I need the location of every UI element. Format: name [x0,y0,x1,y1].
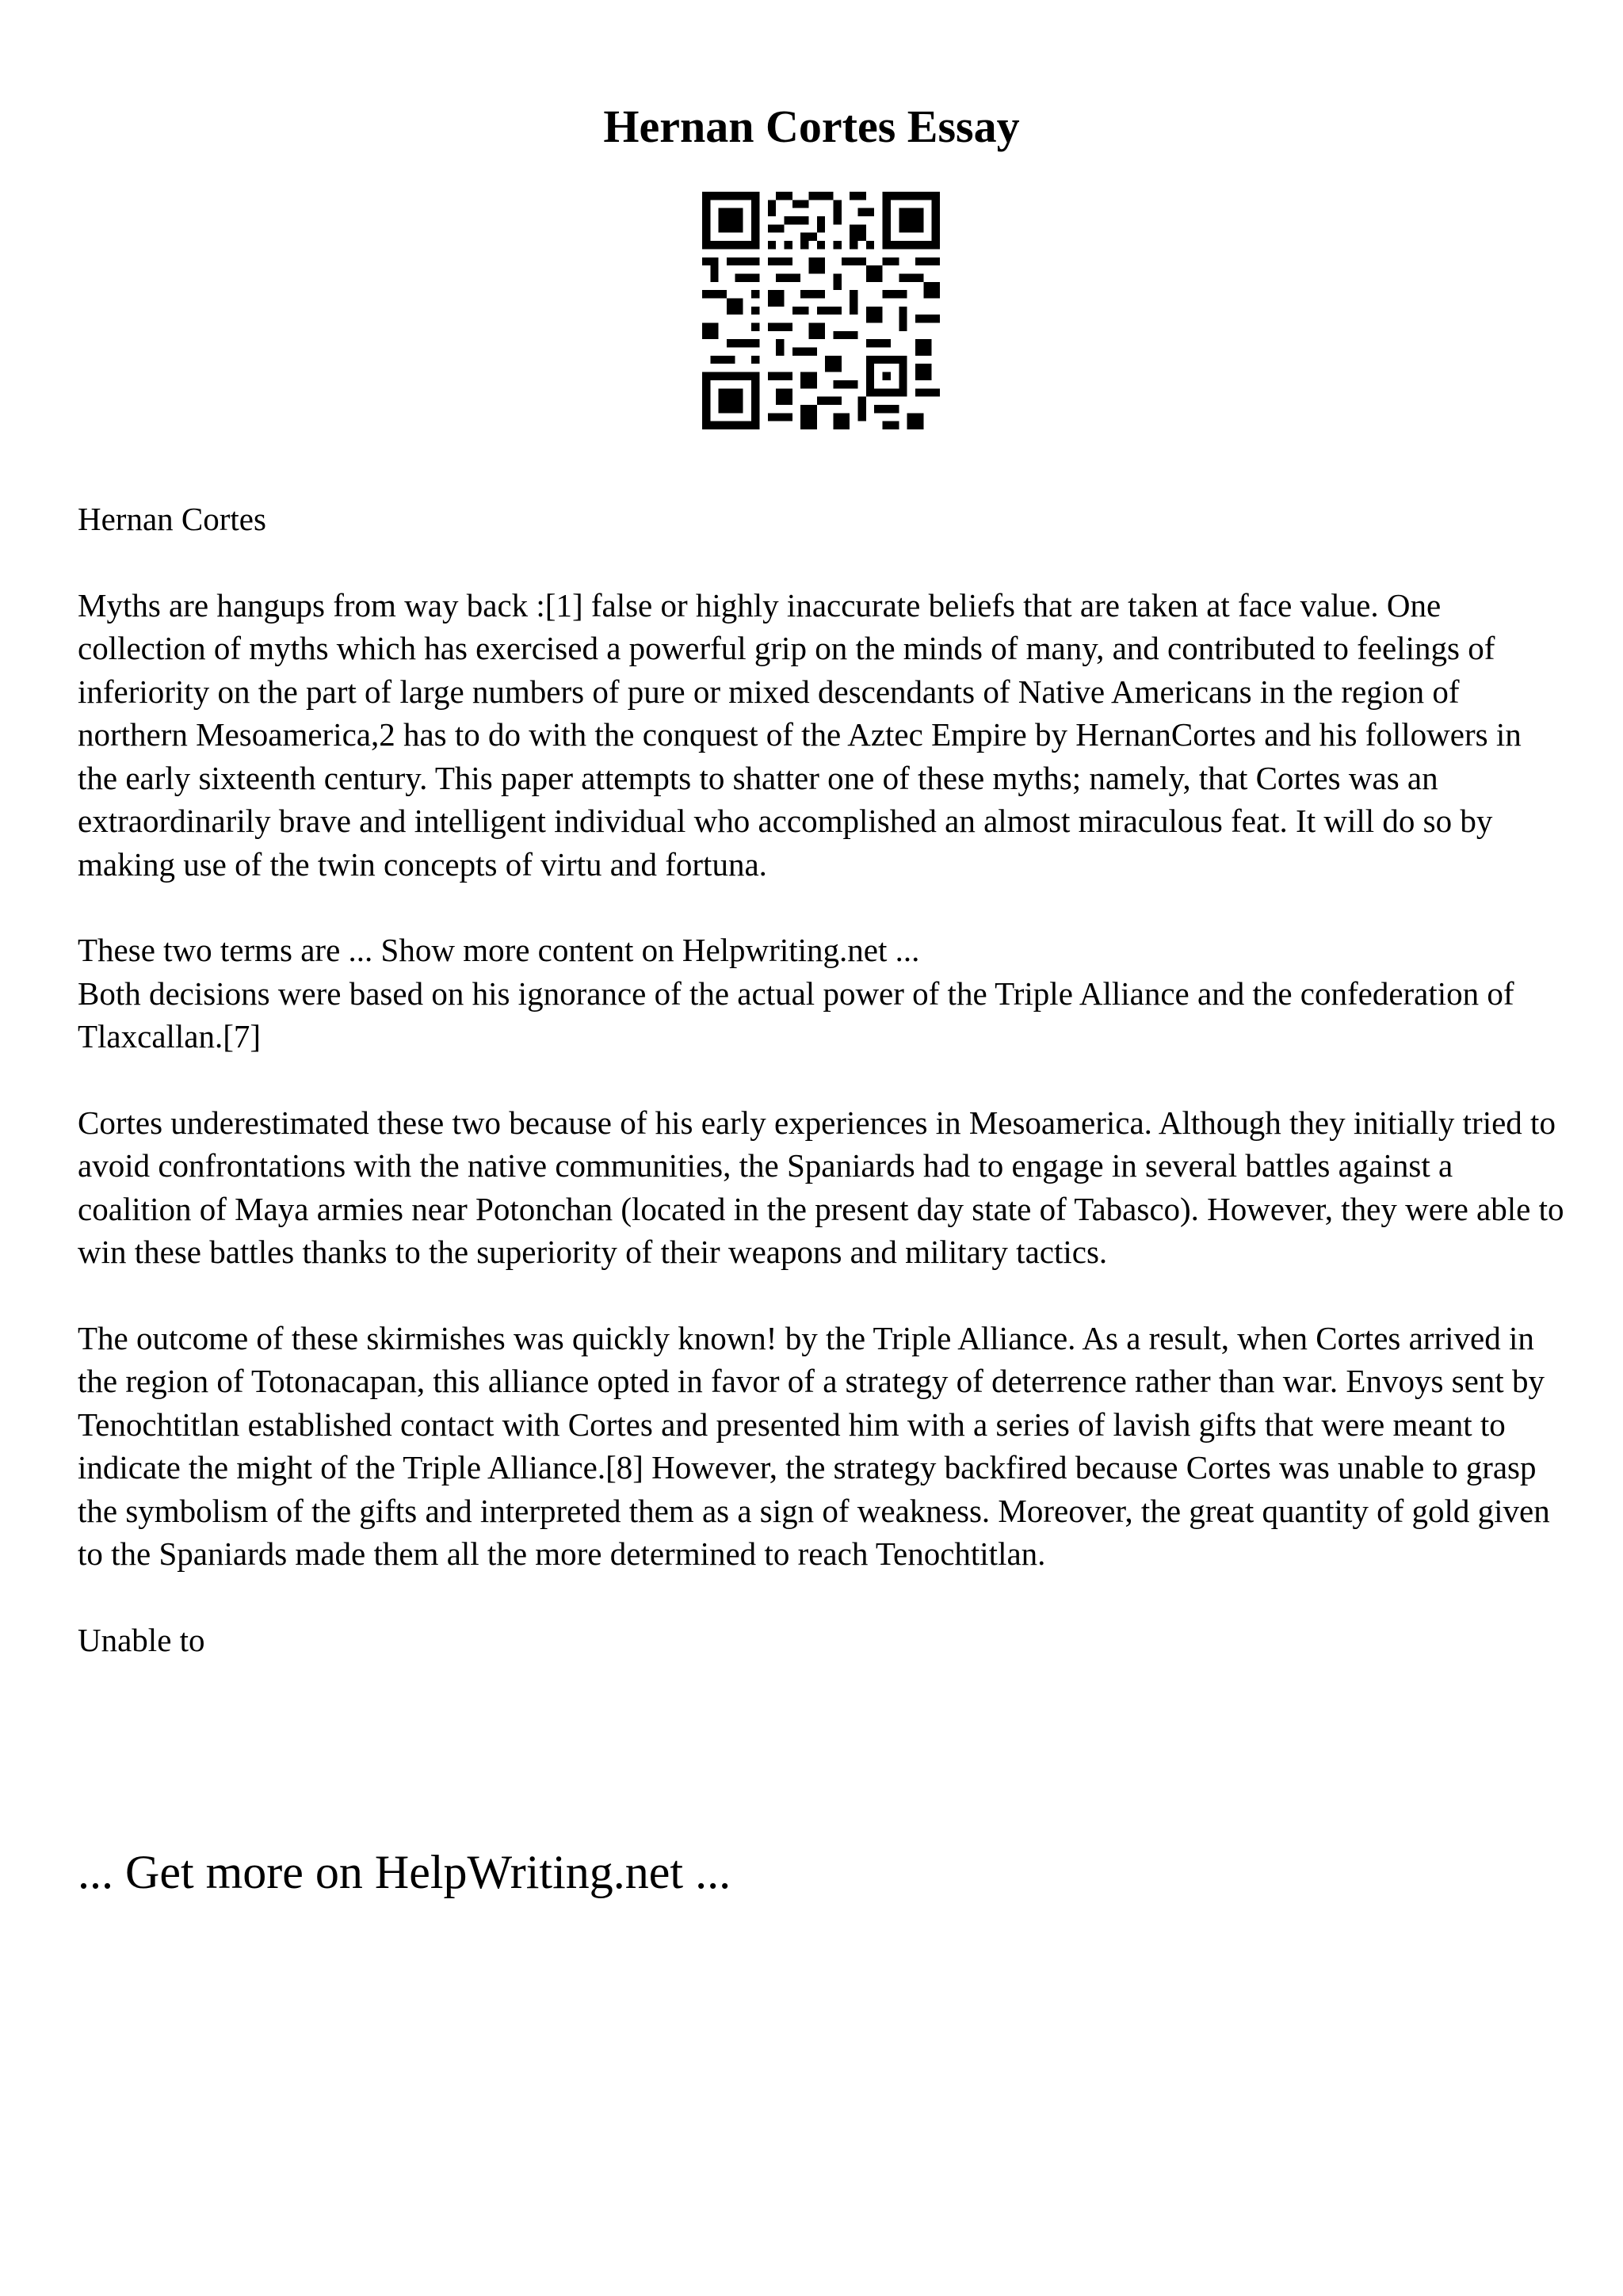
essay-paragraph-2: Both decisions were based on his ignorance of the actual power of the Triple Alliance and the confederation of Tlaxcallan.[7] [78,974,1514,1055]
essay-body [78,498,1568,1704]
show-more-line: These two terms are ... Show more content on Helpwriting.net ... [78,932,920,968]
get-more-footer: ... Get more on HelpWriting.net ... [78,1846,731,1898]
document-title: Hernan Cortes Essay [603,101,1020,152]
qr-code-icon [702,192,940,429]
essay-paragraph-3: Cortes underestimated these two because of his early experiences in Mesoamerica. Although they initially tried to avoid confrontations with the native communities, the Spaniards had to engage in several battles against a coalition of Maya armies near Potonchan (located in the present day state of Tabasco). However, they were able to win these battles thanks to the superiority of their weapons and military tactics. [78,1104,1564,1270]
essay-paragraph-5: Unable to [78,1621,205,1658]
essay-paragraph-1: Myths are hangups from way back :[1] false or highly inaccurate beliefs that are taken at face value. One collection of myths which has exercised a powerful grip on the minds of many, and contributed to feelings of inferiority on the part of large numbers of pure or mixed descendants of Native Americans in the region of northern Mesoamerica,2 has to do with the conquest of the Aztec Empire by HernanCortes and his followers in the early sixteenth century. This paper attempts to shatter one of these myths; namely, that Cortes was an extraordinarily brave and intelligent individual who accomplished an almost miraculous feat. It will do so by making use of the twin concepts of virtu and fortuna. [78,586,1522,883]
essay-paragraph-4: The outcome of these skirmishes was quickly known! by the Triple Alliance. As a result, when Cortes arrived in the region of Totonacapan, this alliance opted in favor of a strategy of deterrence rather than war. Envoys sent by Tenochtitlan established contact with Cortes and presented him with a series of lavish gifts that were meant to indicate the might of the Triple Alliance.[8] However, the strategy backfired because Cortes was unable to grasp the symbolism of the gifts and interpreted them as a sign of weakness. Moreover, the great quantity of gold given to the Spaniards made them all the more determined to reach Tenochtitlan. [78,1319,1550,1572]
essay-subtitle: Hernan Cortes [78,501,266,537]
